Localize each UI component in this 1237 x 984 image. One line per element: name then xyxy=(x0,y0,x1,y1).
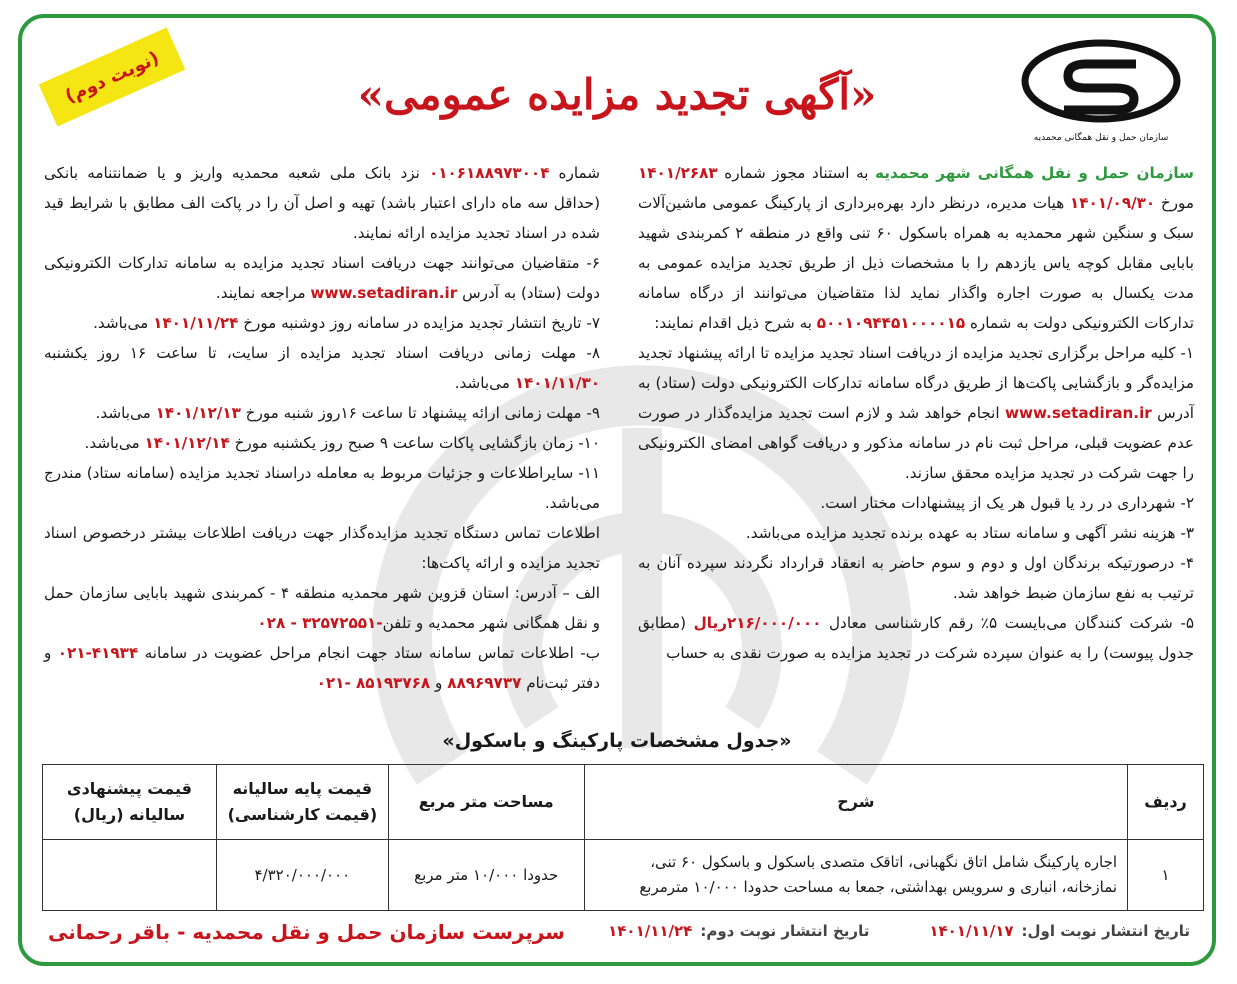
registration-phone-1: ۸۸۹۶۹۷۳۷ xyxy=(447,674,522,692)
organization-s-logo-icon xyxy=(1016,36,1186,146)
item-9: ۹- مهلت زمانی ارائه پیشنهاد تا ساعت ۱۶روز شنبه مورخ ۱۴۰۱/۱۲/۱۳ می‌باشد. xyxy=(95,404,600,422)
cell-description: اجاره پارکینگ شامل اتاق نگهبانی، اتاقک متصدی باسکول و باسکول ۶۰ تنی، نمازخانه، انباری و سرویس بهداشتی، جمعا به مساحت حدودا ۱۰/۰۰۰ مترمربع xyxy=(584,840,1127,911)
setadiran-link-2[interactable]: www.setadiran.ir xyxy=(310,284,458,302)
cell-row-no: ۱ xyxy=(1128,840,1204,911)
deposit-amount: ۲۱۶/۰۰۰/۰۰۰ریال xyxy=(693,614,822,632)
header-offer-price: قیمت پیشنهادی سالیانه (ریال) xyxy=(43,765,217,840)
notice-frame xyxy=(18,14,1216,966)
second-publication xyxy=(608,922,869,940)
permit-date: ۱۴۰۱/۰۹/۳۰ xyxy=(1069,194,1156,212)
registration-phone-2: ۸۵۱۹۳۷۶۸ -۰۲۱ xyxy=(316,674,431,692)
second-round-badge: (نوبت دوم) xyxy=(39,28,186,127)
item-7: ۷- تاریخ انتشار تجدید مزایده در سامانه روز دوشنبه مورخ ۱۴۰۱/۱۱/۲۴ می‌باشد. xyxy=(93,314,600,332)
cell-offer-price xyxy=(43,840,217,911)
page-title: «آگهی تجدید مزایده عمومی» xyxy=(357,70,877,119)
item-1: ۱- کلیه مراحل برگزاری تجدید مزایده از دریافت اسناد تجدید مزایده تا ارائه پیشنهاد تجدید مزایده‌گر و بازگشایی پاکت‌ها از طریق درگاه سامانه تدارکات الکترونیکی دولت (ستاد) به آدرس www.setadiran.ir انجام خواهد شد و لازم است تجدید مزایده‌گذار در صورت عدم عضویت قبلی، مراحل ثبت نام در سامانه مذکور و دریافت گواهی امضای الکترونیکی را جهت شرکت در تجدید مزایده محقق سازند. xyxy=(638,344,1194,482)
cell-base-price: ۴/۳۲۰/۰۰۰/۰۰۰ xyxy=(216,840,388,911)
first-publication xyxy=(929,922,1190,940)
first-pub-date: ۱۴۰۱/۱۱/۱۷ xyxy=(929,922,1014,940)
setadiran-link[interactable]: www.setadiran.ir xyxy=(1004,404,1152,422)
item-5: ۵- شرکت کنندگان می‌بایست ۵٪ رقم کارشناسی معادل ۲۱۶/۰۰۰/۰۰۰ریال (مطابق جدول پیوست) را به عنوان سپرده شرکت در تجدید مزایده به صورت نقدی به حساب xyxy=(638,614,1194,662)
contact-intro: اطلاعات تماس دستگاه تجدید مزایده‌گذار جهت دریافت اطلاعات بیشتر درخصوص اسناد تجدید مزایده و ارائه پاکت‌ها: xyxy=(44,524,600,572)
item-4: ۴- درصورتیکه برندگان اول و دوم و سوم حاضر به انعقاد قرارداد نگردند سپرده آنان به ترتیب به نفع سازمان ضبط خواهد شد. xyxy=(638,554,1194,602)
setad-contact-paragraph: ب- اطلاعات تماس سامانه ستاد جهت انجام مراحل عضویت در سامانه ۴۱۹۳۴-۰۲۱ و دفتر ثبت‌نام ۸۸۹۶۹۷۳۷ و ۸۵۱۹۳۷۶۸ -۰۲۱ xyxy=(44,644,600,692)
right-column xyxy=(638,158,1194,668)
table-title: «جدول مشخصات پارکینگ و باسکول» xyxy=(442,730,792,752)
table-header-row xyxy=(43,765,1204,840)
documents-deadline: ۱۴۰۱/۱۱/۳۰ xyxy=(514,374,600,392)
intro-paragraph: سازمان حمل و نقل همگانی شهر محمدیه به استناد مجوز شماره ۱۴۰۱/۲۶۸۳ مورخ ۱۴۰۱/۰۹/۳۰ هیات مدیره، درنظر دارد بهره‌برداری از پارکینگ عمومی ماشین‌آلات سبک و سنگین شهر محمدیه به همراه باسکول ۶۰ تنی واقع در منطقه ۲ کمربندی شهید بابایی مقابل کوچه یاس یازدهم را با مشخصات ذیل از طریق تجدید مزایده عمومی به مدت یکسال به صورت اجاره واگذار نماید لذا متقاضیان می‌توانند از درگاه سامانه تدارکات الکترونیکی دولت به شماره ۵۰۰۱۰۹۴۴۵۱۰۰۰۰۱۵ به شرح ذیل اقدام نمایند: xyxy=(638,164,1194,332)
organization-name: سازمان حمل و نقل همگانی شهر محمدیه xyxy=(875,164,1194,182)
permit-number: ۱۴۰۱/۲۶۸۳ xyxy=(638,164,718,182)
publish-date: ۱۴۰۱/۱۱/۲۴ xyxy=(153,314,239,332)
offer-deadline: ۱۴۰۱/۱۲/۱۳ xyxy=(155,404,241,422)
header-row-no: ردیف xyxy=(1128,765,1204,840)
item-2: ۲- شهرداری در رد یا قبول هر یک از پیشنهادات مختار است. xyxy=(820,494,1194,512)
address-phone: -۳۲۵۷۲۵۵۱ - ۰۲۸ xyxy=(257,614,383,632)
bank-account-number: ۰۱۰۶۱۸۸۹۷۳۰۰۴ xyxy=(428,164,550,182)
cell-area: حدودا ۱۰/۰۰۰ متر مربع xyxy=(388,840,584,911)
logo-caption: سازمان حمل و نقل همگانی محمدیه xyxy=(1033,133,1169,143)
item-6: ۶- متقاضیان می‌توانند جهت دریافت اسناد تجدید مزایده به سامانه تدارکات الکترونیکی دولت (ستاد) به آدرس www.setadiran.ir مراجعه نمایند. xyxy=(44,254,600,302)
second-pub-date: ۱۴۰۱/۱۱/۲۴ xyxy=(608,922,693,940)
header-area: مساحت متر مربع xyxy=(388,765,584,840)
first-pub-label: تاریخ انتشار نوبت اول: xyxy=(1021,922,1190,940)
table-row xyxy=(43,840,1204,911)
setad-phone: ۴۱۹۳۴-۰۲۱ xyxy=(57,644,139,662)
signature: سرپرست سازمان حمل و نقل محمدیه - باقر رحمانی xyxy=(48,920,565,944)
opening-date: ۱۴۰۱/۱۲/۱۴ xyxy=(144,434,230,452)
header-description: شرح xyxy=(584,765,1127,840)
account-paragraph: شماره ۰۱۰۶۱۸۸۹۷۳۰۰۴ نزد بانک ملی شعبه محمدیه واریز و یا ضمانتنامه بانکی (حداقل سه ماه دارای اعتبار باشد) تهیه و اصل آن را در پاکت الف مطابق با شرایط قید شده در اسناد تجدید مزایده ارائه نمایند. xyxy=(44,164,600,242)
system-number: ۵۰۰۱۰۹۴۴۵۱۰۰۰۰۱۵ xyxy=(816,314,966,332)
item-8: ۸- مهلت زمانی دریافت اسناد تجدید مزایده از سایت، تا ساعت ۱۶ روز یکشنبه ۱۴۰۱/۱۱/۳۰ می‌باشد. xyxy=(44,344,600,392)
second-pub-label: تاریخ انتشار نوبت دوم: xyxy=(700,922,870,940)
left-column xyxy=(44,158,600,698)
item-3: ۳- هزینه نشر آگهی و سامانه ستاد به عهده برنده تجدید مزایده می‌باشد. xyxy=(745,524,1194,542)
specs-table xyxy=(42,764,1204,911)
publication-dates xyxy=(608,922,1190,940)
item-10: ۱۰- زمان بازگشایی پاکات ساعت ۹ صبح روز یکشنبه مورخ ۱۴۰۱/۱۲/۱۴ می‌باشد. xyxy=(84,434,600,452)
item-11: ۱۱- سایراطلاعات و جزئیات مربوط به معامله دراسناد تجدید مزایده (سامانه ستاد) مندرج می‌باشد. xyxy=(44,464,600,512)
header-base-price: قیمت پایه سالیانه (قیمت کارشناسی) xyxy=(216,765,388,840)
address-paragraph: الف – آدرس: استان قزوین شهر محمدیه منطقه ۴ - کمربندی شهید بابایی سازمان حمل و نقل همگانی شهر محمدیه و تلفن-۳۲۵۷۲۵۵۱ - ۰۲۸ xyxy=(44,584,600,632)
